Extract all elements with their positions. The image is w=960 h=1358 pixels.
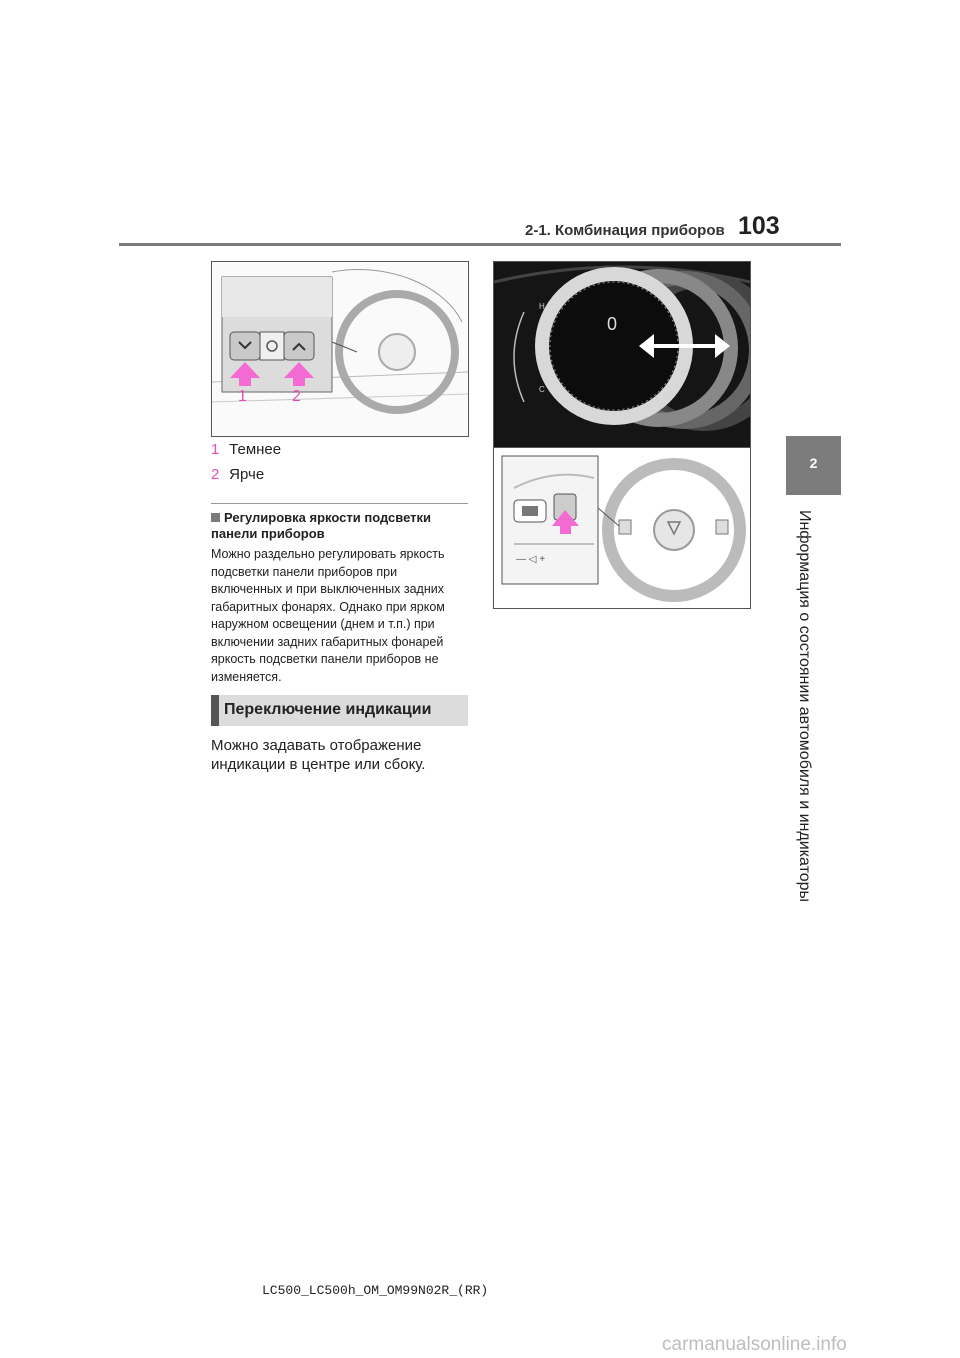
list-item [211, 441, 281, 458]
dashboard-illustration [212, 262, 468, 436]
list-item-text: Ярче [229, 466, 265, 483]
steering-wheel-illustration [494, 448, 750, 608]
watermark-text: carmanualsonline.info [662, 1334, 847, 1355]
list-item-number: 1 [211, 441, 220, 458]
document-code: LC500_LC500h_OM_OM99N02R_(RR) [262, 1283, 489, 1298]
section-body: Можно задавать отображение индикации в центре или сбоку. [211, 737, 426, 773]
chapter-tab-label: Информация о состоянии автомобиля и индикаторы [796, 510, 813, 903]
list-item-number: 2 [211, 466, 220, 483]
brightness-switch-illustration [211, 261, 469, 437]
chapter-tab-number: 2 [809, 455, 818, 471]
gauge-illustration [494, 262, 750, 448]
list-item-text: Темнее [229, 441, 282, 458]
header-section-title: 2-1. Комбинация приборов [525, 222, 725, 239]
meter-display-illustration [493, 261, 751, 449]
gauge-h-label: H [539, 302, 545, 311]
subsection-divider [211, 503, 468, 504]
callout-number-2: 2 [292, 388, 301, 405]
speed-readout: 0 [607, 314, 618, 334]
subsection-body: Можно раздельно регулировать яркость подсветки панели приборов при включенных и при выключенных задних габаритных фонарях. Однако при ярком наружном освещении (днем и т.п.) при включении задних габаритных фонарей яркость подсветки панели приборов не изменяется. [211, 547, 445, 684]
subsection-title: Регулировка яркости подсветки панели приборов [211, 510, 432, 541]
callout-number-1: 1 [238, 388, 247, 405]
page-number: 103 [738, 212, 780, 240]
square-bullet-icon [211, 513, 220, 522]
section-title: Переключение индикации [224, 701, 432, 718]
steering-switch-illustration [493, 447, 751, 609]
section-heading-bar [211, 695, 219, 726]
svg-text:— ◁ +: — ◁ + [516, 554, 546, 565]
subsection-heading [211, 510, 471, 542]
header-divider [119, 243, 841, 246]
gauge-c-label: C [539, 385, 545, 394]
list-item [211, 466, 264, 483]
